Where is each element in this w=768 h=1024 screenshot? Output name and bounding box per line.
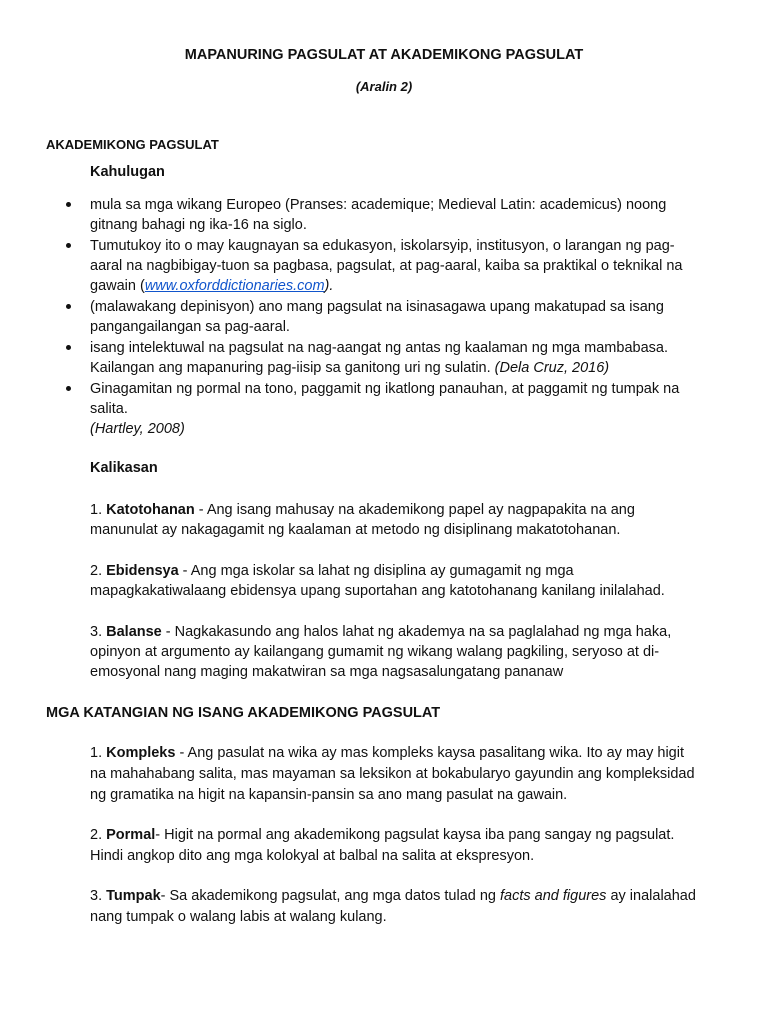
document-subtitle: (Aralin 2): [355, 79, 413, 94]
item-text: ay inalalahad: [606, 888, 696, 904]
citation-text: (Hartley, 2008): [90, 421, 185, 437]
item-text: - Ang isang mahusay na akademikong papel ay nagpapakita na ang: [194, 502, 635, 518]
bullet-line: pangangailangan sa pag-aaral.: [90, 319, 290, 335]
item-number: 1.: [90, 502, 103, 518]
item-number: 3.: [90, 624, 103, 640]
item-number: 2.: [90, 563, 103, 579]
bullet-line: (malawakang depinisyon) ano mang pagsulat na isinasagawa upang makatupad sa isang: [90, 299, 664, 315]
item-term: Kompleks: [106, 745, 176, 761]
item-text: - Higit na pormal ang akademikong pagsulat kaysa iba pang sangay ng pagsulat.: [155, 827, 675, 843]
item-italic-text: facts and figures: [500, 888, 607, 904]
item-line: mapagkakatiwalaang ebidensya upang suportahan ang katotohanang kanilang inilalahad.: [90, 583, 665, 599]
bullet-line: Ginagamitan ng pormal na tono, paggamit ng ikatlong panauhan, at paggamit ng tumpak na: [90, 381, 680, 397]
bullet-line: isang intelektuwal na pagsulat na nag-aangat ng antas ng kaalaman ng mga mambabasa.: [90, 340, 668, 356]
bullet-dot: [66, 243, 71, 248]
item-line: ng gramatika na higit na kapansin-pansin sa ano mang pasulat na gawain.: [90, 787, 568, 803]
bullet-dot: [66, 202, 71, 207]
citation: [90, 419, 185, 439]
numbered-item-line: [90, 825, 674, 845]
item-term: Pormal: [106, 827, 156, 843]
bullet-line: Tumutukoy ito o may kaugnayan sa edukasyon, iskolarsyip, institusyon, o larangan ng pag-: [90, 238, 675, 254]
numbered-item-line: [90, 561, 574, 581]
item-text: - Ang mga iskolar sa lahat ng disiplina ay gumagamit ng mga: [178, 563, 574, 579]
item-term: Ebidensya: [106, 563, 179, 579]
item-term: Balanse: [106, 624, 162, 640]
item-text: - Nagkakasundo ang halos lahat ng akademya na sa paglalahad ng mga haka,: [161, 624, 672, 640]
oxford-dictionaries-link[interactable]: www.oxforddictionaries.com: [144, 278, 325, 294]
bullet-line: aaral na nagbibigay-tuon sa pagbasa, pagsulat, at pag-aaral, kaiba sa praktikal o teknikal na: [90, 258, 683, 274]
bullet-text: ).: [324, 278, 334, 294]
numbered-item-line: [90, 500, 635, 520]
numbered-item-line: [90, 622, 671, 642]
bullet-dot: [66, 345, 71, 350]
subheading-kahulugan: Kahulugan: [90, 164, 165, 180]
item-text: - Sa akademikong pagsulat, ang mga datos tulad ng: [160, 888, 501, 904]
item-line: na mahahabang salita, mas mayaman sa leksikon at bokabularyo gayundin ang kompleksidad: [90, 766, 695, 782]
bullet-dot: [66, 386, 71, 391]
item-term: Tumpak: [106, 888, 161, 904]
section-heading-mga-katangian: MGA KATANGIAN NG ISANG AKADEMIKONG PAGSULAT: [46, 705, 441, 721]
bullet-line: salita.: [90, 401, 128, 417]
item-line: Hindi angkop dito ang mga kolokyal at balbal na salita at ekspresyon.: [90, 848, 535, 864]
bullet-line: mula sa mga wikang Europeo (Pranses: academique; Medieval Latin: academicus) noong: [90, 197, 667, 213]
bullet-line-with-link: [90, 276, 333, 296]
bullet-line: gitnang bahagi ng ika-16 na siglo.: [90, 217, 307, 233]
item-term: Katotohanan: [106, 502, 195, 518]
section-heading-akademikong-pagsulat: AKADEMIKONG PAGSULAT: [46, 137, 219, 152]
subheading-kalikasan: Kalikasan: [90, 460, 158, 476]
item-text: - Ang pasulat na wika ay mas kompleks kaysa pasalitang wika. Ito ay may higit: [175, 745, 684, 761]
numbered-item-line: [90, 886, 696, 906]
item-line: emosyonal nang maging makatwiran sa mga nagsasalungatang pananaw: [90, 664, 564, 680]
citation: (Dela Cruz, 2016): [494, 360, 610, 376]
item-line: manunulat ay nakagagamit ng kaalaman at metodo ng disiplinang makatotohanan.: [90, 522, 621, 538]
bullet-text: gawain (: [90, 278, 145, 294]
item-number: 3.: [90, 888, 103, 904]
item-number: 1.: [90, 745, 103, 761]
item-line: nang tumpak o walang labis at walang kulang.: [90, 909, 387, 925]
bullet-text: Kailangan ang mapanuring pag-iisip sa ganitong uri ng sulatin.: [90, 360, 495, 376]
bullet-line-with-citation: [90, 358, 609, 378]
document-title: MAPANURING PAGSULAT AT AKADEMIKONG PAGSULAT: [184, 47, 584, 63]
item-number: 2.: [90, 827, 103, 843]
numbered-item-line: [90, 743, 684, 763]
bullet-dot: [66, 304, 71, 309]
item-line: opinyon at argumento ay kailangang gumamit ng wikang walang pagkiling, seryoso at di-: [90, 644, 660, 660]
